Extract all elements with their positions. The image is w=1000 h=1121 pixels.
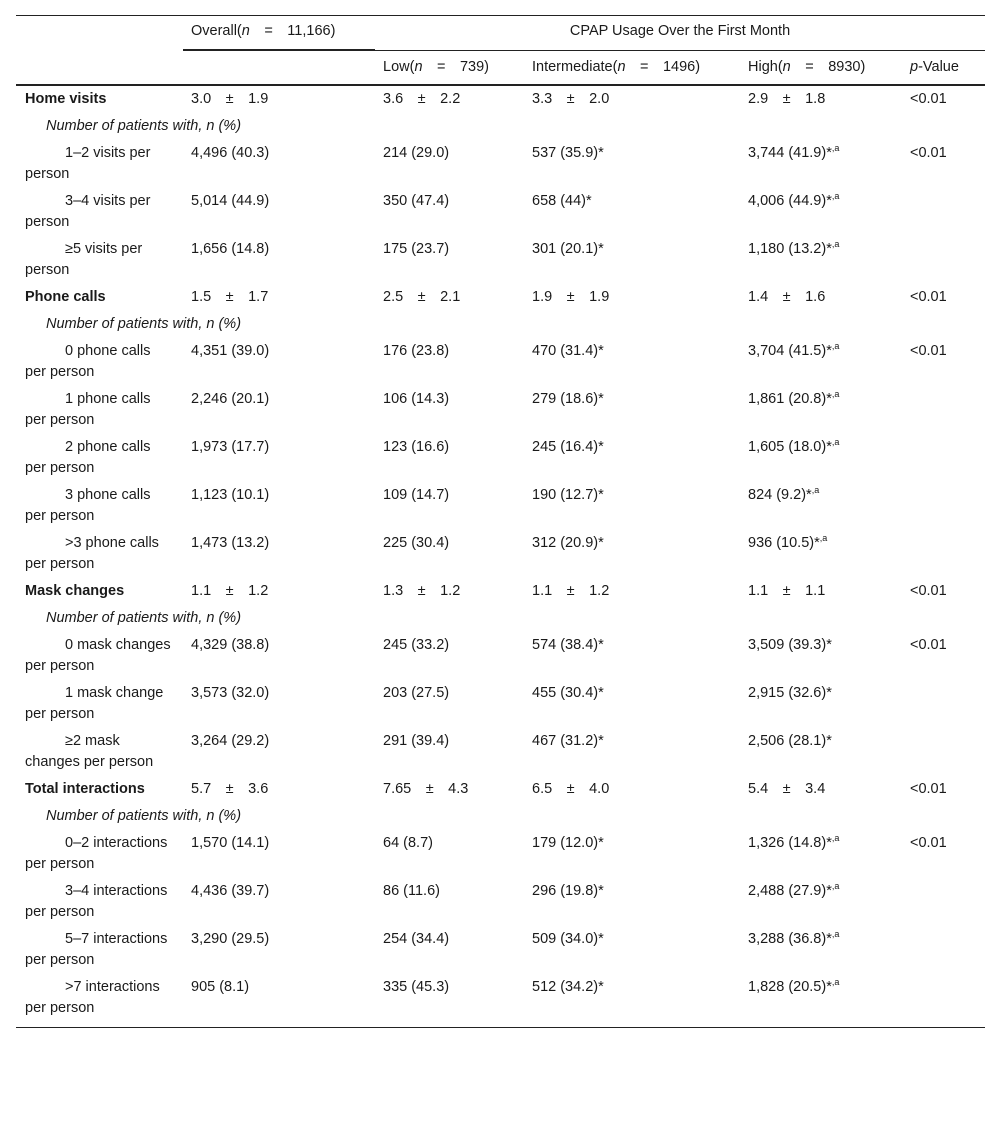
cell-pvalue	[902, 974, 985, 1028]
cell-intermediate: 179 (12.0)*	[532, 834, 604, 851]
cell-overall: 5.7 ± 3.6	[191, 780, 269, 797]
table-row	[16, 680, 985, 728]
cell-high	[740, 140, 902, 188]
section-row	[16, 578, 985, 605]
cell-low: 225 (30.4)	[383, 534, 450, 551]
table-row	[16, 236, 985, 284]
cell-high-value: 4,006 (44.9)*	[748, 192, 832, 209]
cell-high-value: 1,326 (14.8)*	[748, 834, 832, 851]
row-label: 3 phone calls per person	[25, 486, 151, 524]
section-row	[16, 776, 985, 803]
cell-low: 175 (23.7)	[383, 240, 450, 257]
cell-intermediate: 470 (31.4)*	[532, 342, 604, 359]
footnote-marker: ,a	[831, 190, 840, 201]
cell-intermediate: 6.5 ± 4.0	[532, 780, 610, 797]
subhead-label: Number of patients with, n (%)	[46, 315, 242, 332]
cell-low: 64 (8.7)	[383, 834, 433, 851]
cell-low: 203 (27.5)	[383, 684, 450, 701]
subhead-label: Number of patients with, n (%)	[46, 609, 242, 626]
table-row	[16, 632, 985, 680]
cell-high-value: 824 (9.2)*	[748, 486, 812, 503]
subhead-row	[16, 311, 985, 338]
cell-overall: 4,496 (40.3)	[191, 144, 270, 161]
footnote-marker: ,a	[831, 340, 840, 351]
section-row	[16, 284, 985, 311]
cell-intermediate: 190 (12.7)*	[532, 486, 604, 503]
cell-high: 2.9 ± 1.8	[748, 90, 826, 107]
cell-overall: 1,123 (10.1)	[191, 486, 270, 503]
row-label: 5–7 interactions per person	[25, 930, 168, 968]
cell-pvalue	[902, 530, 985, 578]
cell-overall: 3,290 (29.5)	[191, 930, 270, 947]
cell-pvalue	[902, 188, 985, 236]
cell-high: 3,509 (39.3)*	[748, 636, 832, 653]
row-label: Total interactions	[25, 780, 145, 797]
row-label: Phone calls	[25, 288, 106, 305]
row-label: 2 phone calls per person	[25, 438, 151, 476]
row-label: Mask changes	[25, 582, 125, 599]
footnote-marker: ,a	[831, 832, 840, 843]
cell-overall: 1.1 ± 1.2	[191, 582, 269, 599]
row-label: ≥5 visits per person	[25, 240, 143, 278]
cell-overall: 3,264 (29.2)	[191, 732, 270, 749]
cell-high-value: 3,704 (41.5)*	[748, 342, 832, 359]
cell-overall: 4,436 (39.7)	[191, 882, 270, 899]
cell-high: 2,506 (28.1)*	[748, 732, 832, 749]
table-row	[16, 386, 985, 434]
cell-high	[740, 926, 902, 974]
cell-intermediate: 509 (34.0)*	[532, 930, 604, 947]
cell-high	[740, 236, 902, 284]
header-pvalue: p-Value	[902, 50, 985, 85]
cell-overall: 1,473 (13.2)	[191, 534, 270, 551]
cell-pvalue	[902, 236, 985, 284]
footnote-marker: ,a	[831, 142, 840, 153]
cell-overall: 5,014 (44.9)	[191, 192, 270, 209]
cell-pvalue	[902, 482, 985, 530]
cell-overall: 1,656 (14.8)	[191, 240, 270, 257]
cell-intermediate: 574 (38.4)*	[532, 636, 604, 653]
cell-intermediate: 1.9 ± 1.9	[532, 288, 610, 305]
cell-pvalue: <0.01	[910, 582, 947, 599]
header-row-1	[16, 16, 985, 51]
cell-pvalue	[902, 680, 985, 728]
cell-low: 254 (34.4)	[383, 930, 450, 947]
subhead-label: Number of patients with, n (%)	[46, 117, 242, 134]
subhead-row	[16, 803, 985, 830]
table-row	[16, 338, 985, 386]
cell-intermediate: 1.1 ± 1.2	[532, 582, 610, 599]
header-low: Low(n = 739)	[375, 50, 524, 85]
footnote-marker: ,a	[831, 880, 840, 891]
header-empty-cell	[183, 50, 375, 85]
cell-overall: 1,973 (17.7)	[191, 438, 270, 455]
cell-low: 214 (29.0)	[383, 144, 450, 161]
cell-high-value: 1,828 (20.5)*	[748, 978, 832, 995]
footnote-marker: ,a	[831, 976, 840, 987]
table-header	[16, 16, 985, 85]
footnote-marker: ,a	[831, 238, 840, 249]
table-row	[16, 926, 985, 974]
cell-overall: 3.0 ± 1.9	[191, 90, 269, 107]
header-empty-cell	[16, 50, 183, 85]
header-high: High(n = 8930)	[740, 50, 902, 85]
cell-high	[740, 974, 902, 1028]
cell-pvalue	[902, 434, 985, 482]
cell-pvalue	[902, 728, 985, 776]
table-row	[16, 530, 985, 578]
table-row	[16, 140, 985, 188]
footnote-marker: ,a	[831, 388, 840, 399]
cell-intermediate: 512 (34.2)*	[524, 974, 740, 1028]
row-label: 0 mask changes per person	[25, 636, 171, 674]
cell-intermediate: 279 (18.6)*	[532, 390, 604, 407]
row-label: >7 interactions per person	[16, 974, 183, 1028]
cell-high: 5.4 ± 3.4	[748, 780, 826, 797]
subhead-row	[16, 113, 985, 140]
row-label: 3–4 visits per person	[25, 192, 151, 230]
cell-overall: 1,570 (14.1)	[191, 834, 270, 851]
cell-overall: 1.5 ± 1.7	[191, 288, 269, 305]
cell-low: 1.3 ± 1.2	[383, 582, 461, 599]
cell-intermediate: 301 (20.1)*	[532, 240, 604, 257]
footnote-marker: ,a	[819, 532, 828, 543]
cell-pvalue	[902, 926, 985, 974]
cell-overall: 4,351 (39.0)	[191, 342, 270, 359]
cell-low: 176 (23.8)	[383, 342, 450, 359]
subhead-label: Number of patients with, n (%)	[46, 807, 242, 824]
cell-low: 2.5 ± 2.1	[383, 288, 461, 305]
cell-low: 7.65 ± 4.3	[383, 780, 469, 797]
cell-pvalue: <0.01	[910, 636, 947, 653]
row-label: Home visits	[25, 90, 107, 107]
cell-pvalue: <0.01	[910, 342, 947, 359]
cell-intermediate: 3.3 ± 2.0	[532, 90, 610, 107]
cell-high	[740, 830, 902, 878]
table-row	[16, 974, 985, 1028]
cell-high	[740, 188, 902, 236]
cell-intermediate: 658 (44)*	[532, 192, 592, 209]
cell-high: 1.4 ± 1.6	[748, 288, 826, 305]
table-row	[16, 434, 985, 482]
row-label: 0 phone calls per person	[25, 342, 151, 380]
subhead-row	[16, 605, 985, 632]
cell-high-value: 936 (10.5)*	[748, 534, 820, 551]
cell-low: 245 (33.2)	[383, 636, 450, 653]
cell-pvalue: <0.01	[910, 834, 947, 851]
cell-low: 335 (45.3)	[375, 974, 524, 1028]
cell-high	[740, 482, 902, 530]
cell-intermediate: 537 (35.9)*	[532, 144, 604, 161]
header-empty-cell	[16, 16, 183, 51]
cell-overall: 3,573 (32.0)	[191, 684, 270, 701]
cell-low: 123 (16.6)	[383, 438, 450, 455]
cell-pvalue: <0.01	[910, 288, 947, 305]
cell-high: 2,915 (32.6)*	[748, 684, 832, 701]
cell-high-value: 3,744 (41.9)*	[748, 144, 832, 161]
cell-pvalue	[902, 878, 985, 926]
table-row	[16, 878, 985, 926]
cell-pvalue: <0.01	[910, 144, 947, 161]
cell-low: 106 (14.3)	[383, 390, 450, 407]
table-row	[16, 728, 985, 776]
cell-high	[740, 434, 902, 482]
section-row	[16, 85, 985, 113]
cell-low: 3.6 ± 2.2	[383, 90, 461, 107]
cell-low: 109 (14.7)	[383, 486, 450, 503]
cell-pvalue: <0.01	[910, 90, 947, 107]
cell-overall: 4,329 (38.8)	[191, 636, 270, 653]
cell-high-value: 1,861 (20.8)*	[748, 390, 832, 407]
cell-high	[740, 530, 902, 578]
cell-high-value: 2,488 (27.9)*	[748, 882, 832, 899]
cell-high: 1.1 ± 1.1	[748, 582, 826, 599]
cell-intermediate: 296 (19.8)*	[532, 882, 604, 899]
row-label: 1–2 visits per person	[25, 144, 151, 182]
header-row-2	[16, 50, 985, 85]
cell-overall: 905 (8.1)	[183, 974, 375, 1028]
row-label: 1 mask change per person	[25, 684, 164, 722]
cell-overall: 2,246 (20.1)	[191, 390, 270, 407]
cell-high-value: 1,605 (18.0)*	[748, 438, 832, 455]
footnote-marker: ,a	[811, 484, 820, 495]
cpap-interactions-table	[16, 15, 985, 1028]
row-label: 1 phone calls per person	[25, 390, 151, 428]
table-body	[16, 85, 985, 1028]
cell-high-value: 3,288 (36.8)*	[748, 930, 832, 947]
row-label: 3–4 interactions per person	[25, 882, 168, 920]
table-row	[16, 830, 985, 878]
row-label: 0–2 interactions per person	[25, 834, 168, 872]
cell-intermediate: 312 (20.9)*	[532, 534, 604, 551]
cell-intermediate: 245 (16.4)*	[532, 438, 604, 455]
cell-low: 350 (47.4)	[383, 192, 450, 209]
cell-pvalue: <0.01	[910, 780, 947, 797]
footnote-marker: ,a	[831, 436, 840, 447]
cell-intermediate: 455 (30.4)*	[532, 684, 604, 701]
cell-high-value: 1,180 (13.2)*	[748, 240, 832, 257]
cell-pvalue	[902, 386, 985, 434]
header-cpap-group: CPAP Usage Over the First Month	[375, 16, 985, 51]
cell-low: 86 (11.6)	[383, 882, 440, 899]
header-intermediate: Intermediate(n = 1496)	[524, 50, 740, 85]
cell-high	[740, 386, 902, 434]
table-row	[16, 482, 985, 530]
cell-intermediate: 467 (31.2)*	[532, 732, 604, 749]
row-label: ≥2 mask changes per person	[25, 732, 154, 770]
cell-low: 291 (39.4)	[383, 732, 450, 749]
cell-high	[740, 878, 902, 926]
row-label: >3 phone calls per person	[25, 534, 159, 572]
footnote-marker: ,a	[831, 928, 840, 939]
table-row	[16, 188, 985, 236]
header-overall: Overall(n = 11,166)	[183, 16, 375, 51]
cell-high	[740, 338, 902, 386]
